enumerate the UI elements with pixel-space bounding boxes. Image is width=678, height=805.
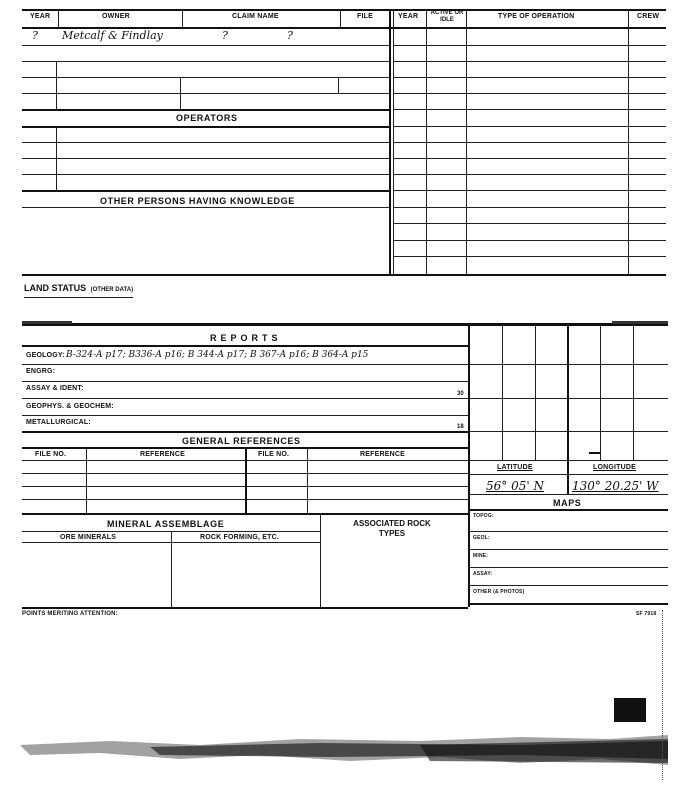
maps-heading: MAPS xyxy=(553,498,582,508)
owner-name-value: Metcalf & Findlay xyxy=(62,29,163,42)
land-status-label xyxy=(24,278,133,298)
margin-18: 18 xyxy=(457,424,464,430)
header-crew: CREW xyxy=(637,13,660,20)
assay-ident-label: ASSAY & IDENT: xyxy=(26,385,84,392)
mineral-assemblage-heading: MINERAL ASSEMBLAGE xyxy=(107,519,225,529)
metallurgical-label: METALLURGICAL: xyxy=(26,419,91,426)
other-persons-heading: OTHER PERSONS HAVING KNOWLEDGE xyxy=(100,196,295,206)
header-year: YEAR xyxy=(30,13,51,20)
header-file: FILE xyxy=(357,13,373,20)
geology-value: B-324-A p17; B336-A p16; B 344-A p17; B 367-A p16; B 364-A p15 xyxy=(66,350,369,360)
col-reference-2: REFERENCE xyxy=(360,451,405,458)
col-file-no: FILE NO. xyxy=(35,451,67,458)
general-references-heading: GENERAL REFERENCES xyxy=(182,436,301,446)
latitude-value: 56° 05' N xyxy=(486,479,544,493)
maps-topog-label: TOPOG: xyxy=(473,513,494,519)
geophys-label: GEOPHYS. & GEOCHEM: xyxy=(26,403,114,410)
form-number: SF 7918 xyxy=(636,611,657,617)
owner-year-value: ? xyxy=(32,29,38,42)
col-reference: REFERENCE xyxy=(140,451,185,458)
longitude-label: LONGITUDE xyxy=(593,464,637,471)
margin-30: 30 xyxy=(457,391,464,397)
latitude-label: LATITUDE xyxy=(497,464,533,471)
geology-label: GEOLOGY: xyxy=(26,352,65,359)
maps-assay-label: ASSAY: xyxy=(473,571,493,577)
col-file-no-2: FILE NO. xyxy=(258,451,290,458)
maps-other-label: OTHER (& PHOTOS) xyxy=(473,589,525,595)
reports-heading: REPORTS xyxy=(210,333,282,343)
header-year-2: YEAR xyxy=(398,13,419,20)
ore-minerals-label: ORE MINERALS xyxy=(60,534,117,541)
maps-geol-label: GEOL: xyxy=(473,535,490,541)
header-owner: OWNER xyxy=(102,13,130,20)
points-meriting-attention-label: POINTS MERITING ATTENTION: xyxy=(22,611,118,617)
header-active-or-idle: ACTIVE OR IDLE xyxy=(430,10,464,23)
claim-name-value: ? xyxy=(222,29,228,42)
associated-rock-types-label: ASSOCIATED ROCK TYPES xyxy=(353,519,431,538)
scan-noise-band xyxy=(0,715,678,785)
header-type-of-operation: TYPE OF OPERATION xyxy=(498,13,575,20)
header-claim-name: CLAIM NAME xyxy=(232,13,279,20)
land-status-subtext: (OTHER DATA) xyxy=(90,287,134,293)
file-value: ? xyxy=(287,29,293,42)
land-status-text: LAND STATUS xyxy=(24,283,87,293)
operators-heading: OPERATORS xyxy=(176,113,238,123)
rock-forming-label: ROCK FORMING, ETC. xyxy=(200,534,280,541)
maps-mine-label: MINE: xyxy=(473,553,489,559)
engrg-label: ENGRG: xyxy=(26,368,56,375)
longitude-value: 130° 20.25' W xyxy=(572,479,659,493)
